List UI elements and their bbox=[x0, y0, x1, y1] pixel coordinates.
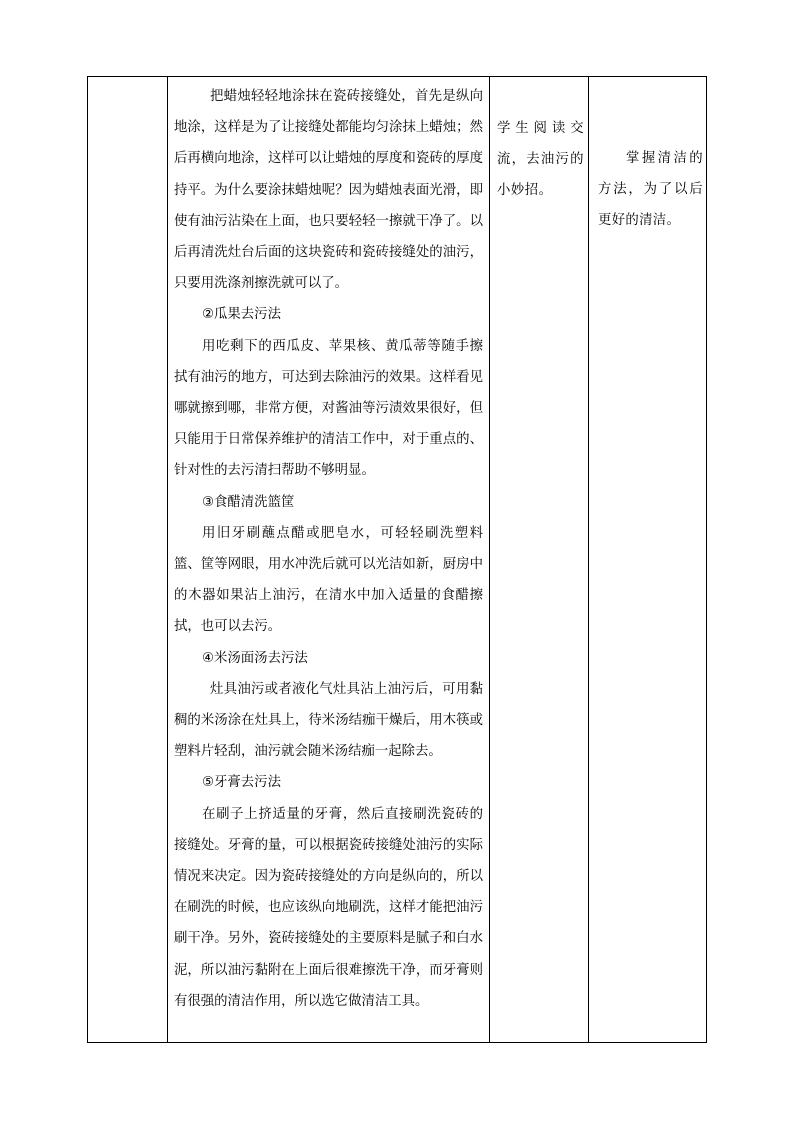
heading-rice-soup-method: ④米汤面汤去污法 bbox=[202, 650, 308, 666]
lesson-table bbox=[87, 76, 707, 1043]
student-activity-cell bbox=[490, 77, 588, 1042]
paragraph-toothpaste-method: 在刷子上挤适量的牙膏，然后直接刷洗瓷砖的接缝处。牙膏的量，可以根据瓷砖接缝处油污的实际情况来决定。因为瓷砖接缝处的方向是纵向的，所以在刷洗的时候，也应该纵向地刷洗，这样才能把油污刷干净。另外，瓷砖接缝处的主要原料是腻子和白水泥，所以油污黏附在上面后很难擦洗干净，而牙膏则有很强的清洁作用，所以选它做清洁工具。 bbox=[174, 806, 483, 1009]
heading-vinegar-method: ③食醋清洗篮筐 bbox=[202, 494, 295, 510]
paragraph-fruit-method: 用吃剩下的西瓜皮、苹果核、黄瓜蒂等随手擦拭有油污的地方，可达到去除油污的效果。这样看见哪就擦到哪，非常方便，对酱油等污渍效果很好，但只能用于日常保养维护的清洁工作中，对于重点的、针对性的去污清扫帮助不够明显。 bbox=[174, 338, 483, 479]
paragraph-rice-soup-method: 灶具油污或者液化气灶具沾上油污后，可用黏稠的米汤涂在灶具上，待米汤结痂干燥后，用木筷或塑料片轻刮，油污就会随米汤结痂一起除去。 bbox=[174, 681, 483, 760]
heading-toothpaste-method: ⑤牙膏去污法 bbox=[202, 775, 281, 791]
teaching-content-cell bbox=[168, 77, 489, 1042]
student-activity-text: 学生阅读交流，去油污的小妙招。 bbox=[497, 121, 584, 199]
heading-fruit-method: ②瓜果去污法 bbox=[202, 307, 281, 323]
design-intent-cell bbox=[589, 77, 707, 1042]
paragraph-vinegar-method: 用旧牙刷蘸点醋或肥皂水，可轻轻刷洗塑料篮、筐等网眼，用水冲洗后就可以光洁如新，厨房中的木器如果沾上油污，在清水中加入适量的食醋擦拭，也可以去污。 bbox=[174, 525, 483, 635]
design-intent-text: 掌握清洁的方法，为了以后更好的清洁。 bbox=[598, 151, 703, 229]
paragraph-candle-method: 把蜡烛轻轻地涂抹在瓷砖接缝处，首先是纵向地涂，这样是为了让接缝处都能均匀涂抹上蜡烛；然后再横向地涂，这样可以让蜡烛的厚度和瓷砖的厚度持平。为什么要涂抹蜡烛呢？因为蜡烛表面光滑，即使有油污沾染在上面，也只要轻轻一擦就干净了。以后再清洗灶台后面的这块瓷砖和瓷砖接缝处的油污，只要用洗涤剂擦洗就可以了。 bbox=[174, 89, 483, 292]
